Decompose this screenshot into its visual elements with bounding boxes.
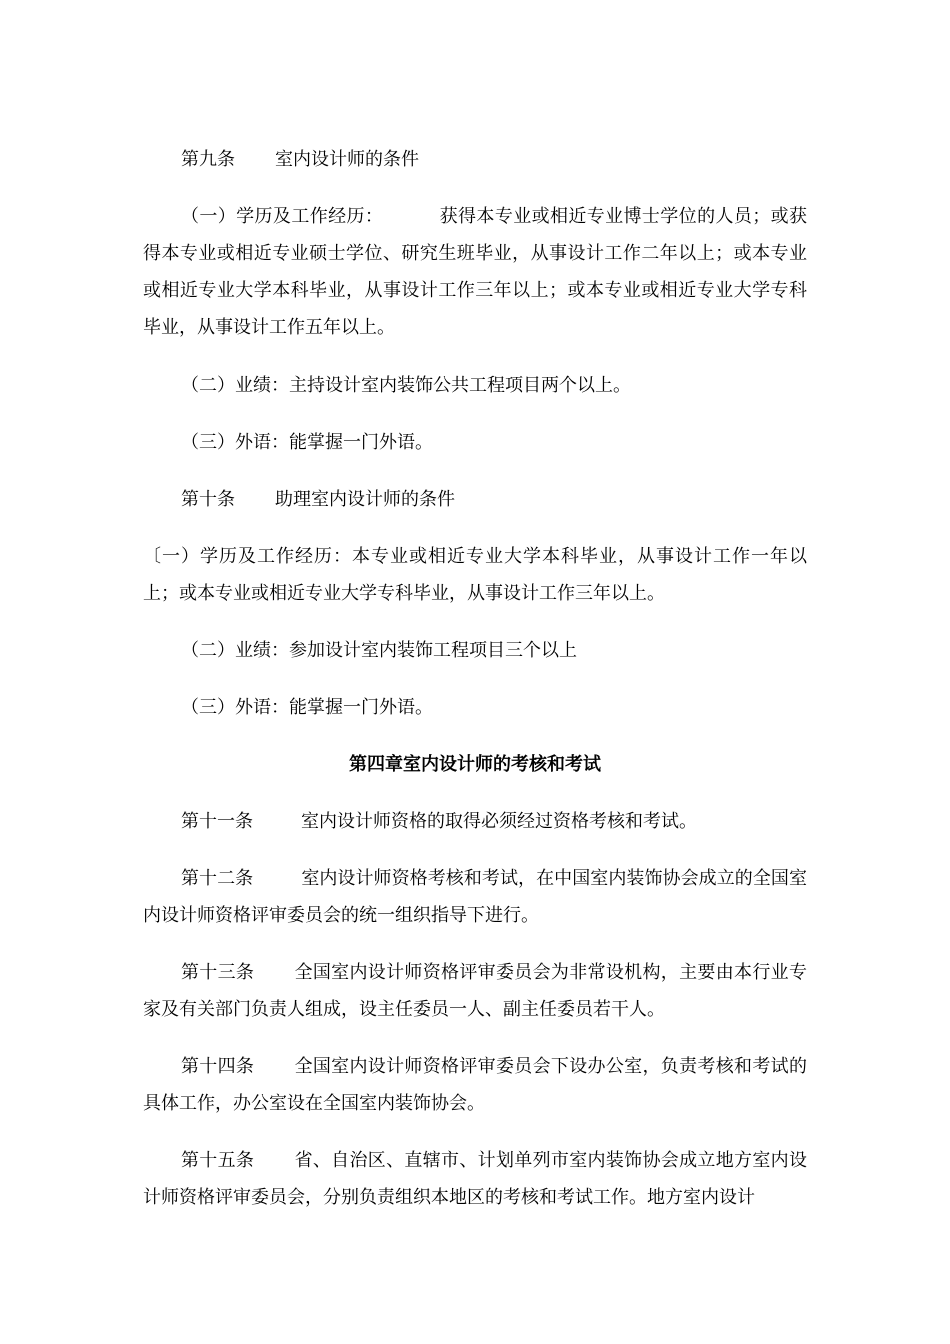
chapter-4-heading: 第四章室内设计师的考核和考试 <box>349 754 601 775</box>
item-text: 获得本专业或相近专业博士学位的人员；或获得本专业或相近专业硕士学位、研究生班毕业，从事设计工作二年以上；或本专业或相近专业大学本科毕业，从事设计工作三年以上；或本专业或相近专业大学专科毕业，从事设计工作五年以上。 <box>143 206 808 338</box>
article-9-item-2: （二）业绩：主持设计室内装饰公共工程项目两个以上。 <box>181 375 631 396</box>
article-label: 第十四条 <box>181 1056 255 1077</box>
article-label: 第十五条 <box>181 1150 255 1171</box>
item-label: （一）学历及工作经历： <box>181 206 384 227</box>
article-label: 第九条 <box>181 149 235 170</box>
article-title: 助理室内设计师的条件 <box>275 489 455 510</box>
article-label: 第十一条 <box>181 811 253 832</box>
article-text: 室内设计师资格的取得必须经过资格考核和考试。 <box>301 811 697 832</box>
article-10-item-3: （三）外语：能掌握一门外语。 <box>181 697 433 718</box>
article-14 <box>143 1048 807 1122</box>
article-10-heading <box>143 481 807 518</box>
article-text: 省、自治区、直辖市、计划单列市室内装饰协会成立地方室内设计师资格评审委员会，分别负责组织本地区的考核和考试工作。地方室内设计 <box>143 1150 807 1208</box>
article-9-item-1 <box>143 198 807 346</box>
article-label: 第十二条 <box>181 868 254 889</box>
article-label: 第十三条 <box>181 962 255 983</box>
article-9-item-3: （三）外语：能掌握一门外语。 <box>181 432 433 453</box>
article-title: 室内设计师的条件 <box>275 149 419 170</box>
article-10-item-1: 〔一）学历及工作经历：本专业或相近专业大学本科毕业，从事设计工作一年以上；或本专业或相近专业大学专科毕业，从事设计工作三年以上。 <box>143 546 807 604</box>
article-text: 全国室内设计师资格评审委员会下设办公室，负责考核和考试的具体工作，办公室设在全国室内装饰协会。 <box>143 1056 807 1114</box>
article-10-item-2: （二）业绩：参加设计室内装饰工程项目三个以上 <box>181 640 577 661</box>
article-label: 第十条 <box>181 489 235 510</box>
article-text: 室内设计师资格考核和考试，在中国室内装饰协会成立的全国室内设计师资格评审委员会的统一组织指导下进行。 <box>143 868 807 926</box>
article-9-heading <box>143 141 807 178</box>
article-12 <box>143 860 807 934</box>
article-15 <box>143 1142 807 1216</box>
article-text: 全国室内设计师资格评审委员会为非常设机构，主要由本行业专家及有关部门负责人组成，设主任委员一人、副主任委员若干人。 <box>143 962 807 1020</box>
article-11 <box>143 803 807 840</box>
article-13 <box>143 954 807 1028</box>
